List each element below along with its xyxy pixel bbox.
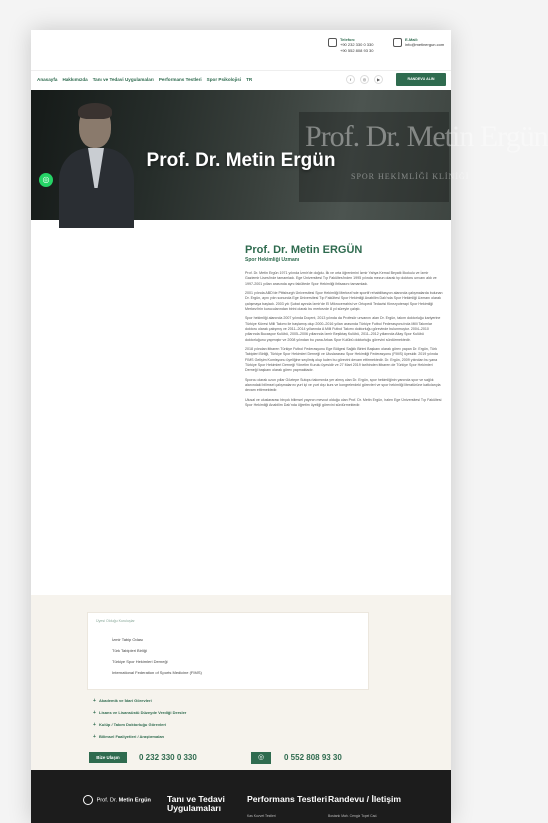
appointment-button[interactable]: RANDEVU ALIN <box>396 73 446 86</box>
row-label: Akademik ve İdari Görevleri <box>99 698 152 703</box>
accordion-row-research[interactable] <box>93 734 164 740</box>
doctor-name: Prof. Dr. Metin ERGÜN <box>245 244 363 256</box>
contact-us-button[interactable]: Bize Ulaşın <box>89 752 127 763</box>
footer-link[interactable]: Kas Kuvvet Testleri <box>247 814 276 818</box>
phone-number-2[interactable]: +90 552 808 93 30 <box>340 47 374 53</box>
bio-paragraph: Ulusal ve uluslararası birçok bilimsel yayının mevcut olduğu olan Prof. Dr. Metin Ergün, halen Ege Üniversitesi Tıp Fakültesi Spor Hekimliği Anabilim Dalı'nda öğretim üyeliği görevini sürdürmektedir. <box>245 397 442 408</box>
row-label: Lisans ve Lisansüstü Düzeyde Verdiği Dersler <box>99 710 187 715</box>
footer-address: Bostanlı Mah. Cengiz Topel Cad. <box>328 814 378 818</box>
nav-item-psychology[interactable]: Spor Psikolojisi <box>206 77 242 82</box>
sign-name: Prof. Dr. Metin Ergün <box>305 120 548 153</box>
top-bar <box>31 30 451 60</box>
info-section <box>31 595 451 785</box>
email-contact[interactable] <box>393 37 444 48</box>
phone-icon <box>328 38 337 47</box>
nav-item-language[interactable]: TR <box>246 77 253 82</box>
accordion-row-academic[interactable] <box>93 698 152 704</box>
accordion-item: İzmir Tabip Odası <box>112 637 144 642</box>
sign-subtitle: SPOR HEKİMLİĞİ KLİNİĞİ <box>351 172 470 181</box>
page <box>31 30 548 823</box>
email-address[interactable]: info@metinergun.com <box>405 42 445 48</box>
main-nav <box>31 70 451 88</box>
footer-col-performance: Performans Testleri <box>247 794 328 804</box>
plus-icon: + <box>93 722 96 728</box>
mail-icon <box>393 38 402 47</box>
row-label: Kulüp / Takım Doktorluğu Görevleri <box>99 722 167 727</box>
doctor-role: Spor Hekimliği Uzmanı <box>245 257 300 263</box>
logo-name: Metin Ergün <box>118 797 151 804</box>
phone-label: Telefon: <box>340 37 356 42</box>
accordion-row-courses[interactable] <box>93 710 186 716</box>
memberships-accordion <box>87 612 369 690</box>
footer-col-contact: Randevu / İletişim <box>328 794 402 804</box>
plus-icon: + <box>93 710 96 716</box>
bio-section <box>245 244 443 413</box>
page-title: Prof. Dr. Metin Ergün <box>146 150 336 171</box>
bio-paragraph: Prof. Dr. Metin Ergün 1971 yılında İzmir'de doğdu. İlk ve orta öğrenimini İzmir Yahya Kemal Beyatlı İlkokulu ve İzmir Gaziemir Lisesi'nde tamamladı. Ege Üniversitesi Tıp Fakültesi'nden 1995 yılında mezun olarak tıp doktoru unvanı aldı ve 1997-2001 yılları arasında aynı fakültede Spor Hekimliği ihtisasını tamamladı. <box>245 271 437 286</box>
nav-item-about[interactable]: Hakkımızda <box>62 77 88 82</box>
mobile-link[interactable]: 0 552 808 93 30 <box>284 753 342 762</box>
email-label: E-Mail: <box>405 37 419 42</box>
instagram-icon[interactable]: ◎ <box>360 75 369 84</box>
accordion-item: International Federation of Sports Medicine (FIMS) <box>112 670 202 675</box>
bio-paragraph: Spor hekimliği alanında 2007 yılında Doçent, 2013 yılında da Profesör unvanını alan Dr. Ergün, takım doktorluğu kariyerine Türkiye Küresi Milli Takımı ile başlamış olup 2000–2016 yılları arasında Türkiye Futbol Federasyonu'nda Milli Takımlar doktoru olarak çalışmış ve 2011–2014 yıllarında A Milli Futbol Takımı doktorluğu görevinde bulunmuştur. 2004–2010 yıllarında Bucaspor Kulübü, 2005–2006 yıllarında İzmir Beşiktaş Kulübü, 2011–2012 yıllarında Altay Spor Kulübü doktorluğunu yapmıştır ve 2008 yılından bu yana Arkas Spor Kulübü doktorluğu görevini sürdürmektedir. <box>245 316 441 342</box>
accordion-item: Türkiye Spor Hekimleri Derneği <box>112 659 168 664</box>
accordion-item: Türk Tabipleri Birliği <box>112 648 147 653</box>
phone-number-1[interactable]: +90 232 330 0 330 <box>340 42 374 48</box>
whatsapp-icon[interactable]: ◎ <box>251 752 271 764</box>
footer <box>31 770 451 823</box>
accordion-row-club[interactable] <box>93 722 166 728</box>
plus-icon: + <box>93 698 96 704</box>
bio-paragraph: 2001 yılında ABD'de Pittsburgh Üniversitesi Spor Hekimliği Merkezi'nde sportif rehabilitasyon alanında çalışmalarda bulunan Dr. Ergün, aynı yılın sonunda Ege Üniversitesi Tıp Fakültesi Spor Hekimliği Anabilim Dalı'nda Spor Hekimliği Uzmanı olarak çalışmaya başladı. 2003 yılı Şubat ayında İzmir'de El Mikrocerrahisi ve Ortopedi Tedavisi Kinezyoterapi Spor Hekimliği Merkezi'nin kurucularından birini olarak bu merkezde 8 yıl süreyle çalıştı. <box>245 291 443 311</box>
nav-item-performance[interactable]: Performans Testleri <box>158 77 202 82</box>
facebook-icon[interactable]: f <box>346 75 355 84</box>
nav-item-treatments[interactable]: Tanı ve Tedavi Uygulamaları <box>92 77 154 82</box>
logo-prefix: Prof. Dr. <box>96 797 118 804</box>
hero-banner <box>31 90 548 220</box>
row-label: Bilimsel Faaliyetleri / Araştırmaları <box>99 734 165 739</box>
youtube-icon[interactable]: ▶ <box>374 75 383 84</box>
accordion-header[interactable]: Üyesi Olduğu Kuruluşlar <box>96 619 135 623</box>
whatsapp-float-icon[interactable]: ◎ <box>39 173 53 187</box>
phone-contact[interactable] <box>328 37 373 53</box>
plus-icon: + <box>93 734 96 740</box>
footer-col-treatments: Tanı ve Tedavi Uygulamaları <box>167 794 225 813</box>
logo-mark-icon <box>83 795 93 805</box>
footer-logo[interactable] <box>83 795 151 805</box>
bio-paragraph: Sporcu olarak uzun yıllar Göztepe Sutopu takımında yer almış olan Dr. Ergün, spor hekimliğinin yanında spor ve sağlık alanındaki bilimsel çalışmalarını yurt içi ve yurt dışı kurs ve kongrelerdeki görevleri ve spor hekimliği literatürüne katkılarıyla devam ettirmektedir. <box>245 377 441 393</box>
nav-item-home[interactable]: Anasayfa <box>37 77 58 82</box>
bio-paragraph: 2018 yılından itibaren Türkiye Futbol Federasyonu Ege Bölgesi Sağlık Birimi Başkanı olarak görev yapan Dr. Ergün, Türk Tabipleri Birliği, Türkiye Spor Hekimleri Derneği ve Uluslararası Spor Hekimliği Federasyonu (FIMS) üyesidir. 2019 yılında FIMS Gelişim Komisyonu üyeliğine seçilmiş olup kulen bu görevini devam ettirmektedir. Dr. Ergün, 2009 yılından bu yana Türkiye Spor Hekimleri Derneği Yönetim Kurulu üyesidir ve 27 Mart 2019 tarihinden itibaren de Türkiye Spor Hekimleri Derneği başkanı olarak görev yapmaktadır. <box>245 347 438 373</box>
phone-link[interactable]: 0 232 330 0 330 <box>139 753 197 762</box>
